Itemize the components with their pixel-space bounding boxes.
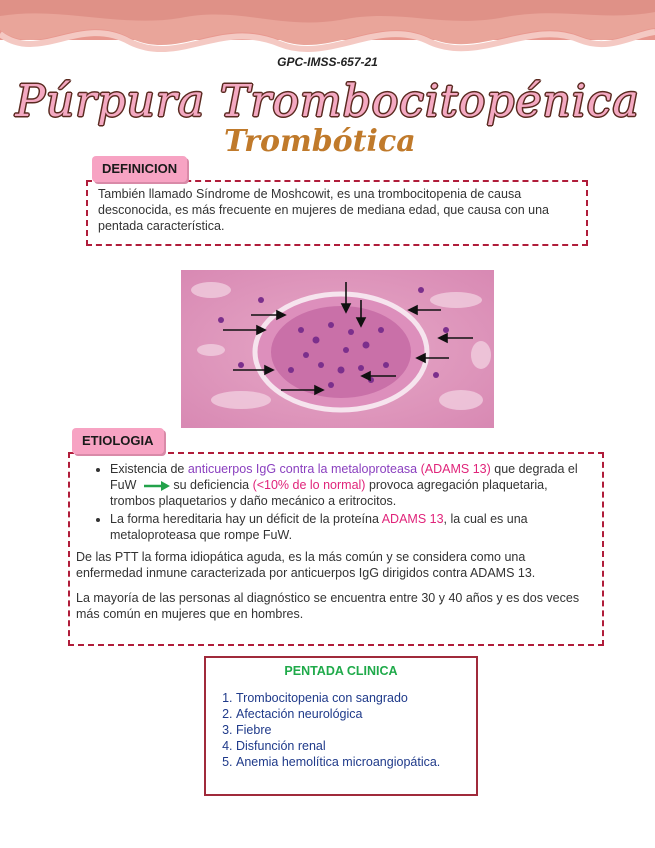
- guide-code: GPC-IMSS-657-21: [277, 55, 378, 69]
- b1-text-4: provoca agregación plaquetaria, trombos plaquetarios y daño mecánico a eritrocitos.: [110, 478, 548, 508]
- pentada-item: 3. Fiebre: [236, 722, 496, 738]
- definicion-text: También llamado Síndrome de Moshcowit, es una trombocitopenia de causa desconocida, es más frecuente en mujeres de mediana edad, que causa con una pentada característica.: [98, 187, 549, 233]
- pentada-item: 1. Trombocitopenia con sangrado: [236, 690, 496, 706]
- b1-text-3: su deficiencia: [169, 478, 253, 492]
- pentada-title: PENTADA CLINICA: [284, 664, 398, 678]
- b1-text-1: Existencia de: [110, 462, 188, 476]
- b2-text-2: , la cual es una metaloproteasa que rompe FuW.: [110, 512, 528, 542]
- definicion-label: DEFINICION: [92, 156, 187, 182]
- arrow-right-icon: [144, 481, 170, 491]
- pentada-item: 2. Afectación neurológica: [236, 706, 496, 722]
- b2-highlight-adams: ADAMS 13: [381, 512, 444, 526]
- etiologia-label: ETIOLOGIA: [72, 428, 164, 454]
- etiologia-para-2: La mayoría de las personas al diagnóstico se encuentra entre 30 y 40 años y es dos veces más común en mujeres que en hombres.: [76, 591, 580, 621]
- etiologia-bullet-2: [110, 511, 592, 543]
- etiologia-bullet-1: [110, 461, 592, 509]
- pentada-list: [208, 690, 496, 770]
- page-title: Púrpura Trombocitopénica: [15, 76, 640, 127]
- etiologia-bullets: [82, 461, 592, 545]
- b2-text-1: La forma hereditaria hay un déficit de la proteína: [110, 512, 382, 526]
- b1-highlight-adams: (ADAMS 13): [420, 462, 491, 476]
- etiologia-para-1: De las PTT la forma idiopática aguda, es la más común y se considera como una enfermedad inmune caracterizada por anticuerpos IgG dirigidos contra ADAMS 13.: [76, 550, 536, 580]
- b1-highlight-percent: (<10% de lo normal): [252, 478, 366, 492]
- b1-text-2: que degrada el FuW: [110, 462, 578, 492]
- pentada-item: 5. Anemia hemolítica microangiopática.: [236, 754, 496, 770]
- pentada-item: 4. Disfunción renal: [236, 738, 496, 754]
- histology-image: [181, 270, 494, 428]
- page-subtitle: Trombótica: [224, 124, 416, 159]
- b1-highlight-antibodies: anticuerpos IgG contra la metaloproteasa: [187, 462, 418, 476]
